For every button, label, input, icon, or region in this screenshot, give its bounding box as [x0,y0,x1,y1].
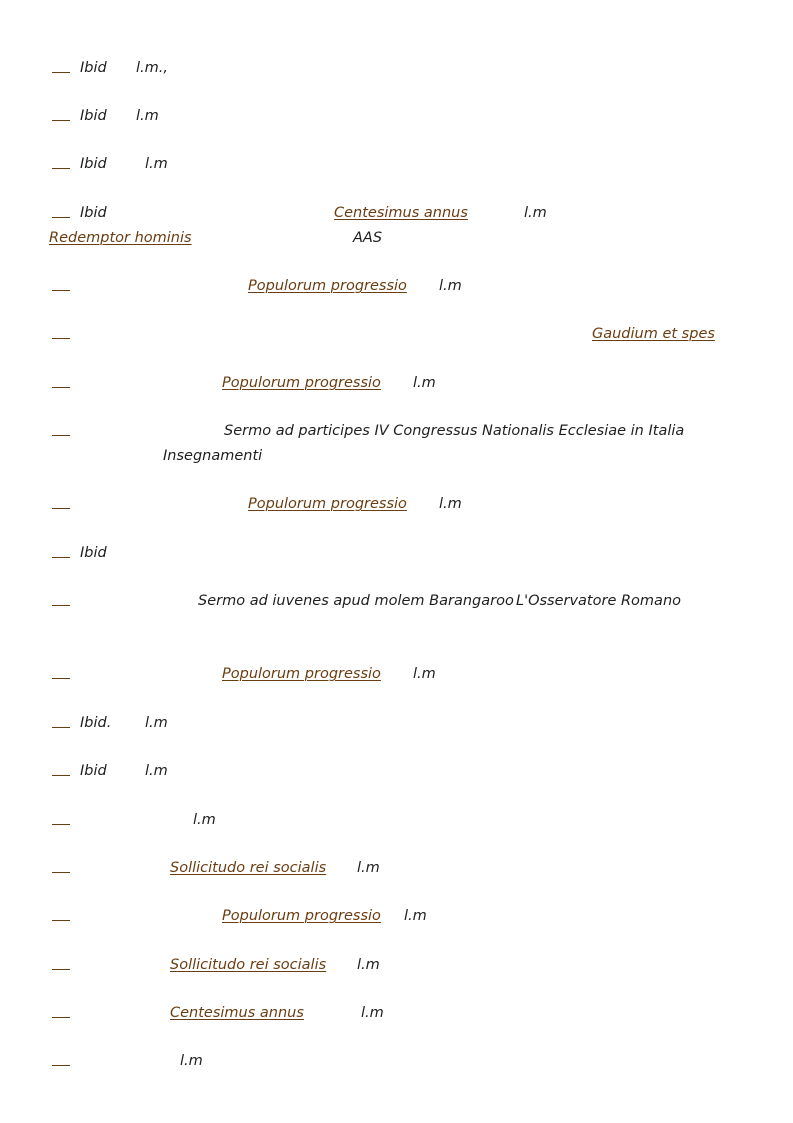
footnote-19 [0,1003,793,1023]
footnote-marker [52,906,70,921]
document-title-link[interactable]: Sollicitudo rei socialis [170,957,327,973]
ibid-text: Ibid [80,60,107,76]
locus-text: l.m [524,205,547,221]
footnote-9 [0,494,793,514]
locus-text: l.m [357,860,380,876]
document-title-link[interactable]: Gaudium et spes [592,326,715,342]
locus-text: l.m [357,957,380,973]
footnote-18 [0,955,793,975]
ibid-text: Ibid [80,156,107,172]
footnote-marker [52,955,70,970]
footnote-marker [52,591,70,606]
locus-text: l.m [145,715,168,731]
locus-text: l.m [413,375,436,391]
footnote-1 [0,58,793,78]
locus-text: l.m [404,908,427,924]
footnote-7 [0,373,793,393]
footnote-marker [52,276,70,291]
footnote-marker [52,713,70,728]
footnote-marker [52,203,70,218]
locus-text: l.m., [136,60,168,76]
footnote-4-continuation [0,228,793,248]
footnote-11 [0,591,793,611]
locus-text: l.m [145,156,168,172]
document-title-link[interactable]: Populorum progressio [222,666,381,682]
document-title-link[interactable]: Sollicitudo rei socialis [170,860,327,876]
footnote-marker [52,106,70,121]
document-title-link[interactable]: Populorum progressio [248,278,407,294]
locus-text: l.m [145,763,168,779]
footnote-4 [0,203,793,223]
ibid-text: Ibid [80,108,107,124]
footnote-8-continuation [0,446,793,466]
locus-text: l.m [180,1053,203,1069]
footnote-17 [0,906,793,926]
locus-text: l.m [193,812,216,828]
footnote-marker [52,664,70,679]
locus-text: l.m [361,1005,384,1021]
footnote-8 [0,421,793,441]
footnote-15 [0,810,793,830]
footnote-20 [0,1051,793,1071]
footnote-marker [52,494,70,509]
document-title-link[interactable]: Centesimus annus [170,1005,304,1021]
footnote-marker [52,810,70,825]
document-title-link[interactable]: Redemptor hominis [49,230,192,246]
source-text: AAS [353,230,383,246]
ibid-text: Ibid. [80,715,112,731]
footnote-marker [52,858,70,873]
ibid-text: Ibid [80,763,107,779]
footnote-marker [52,543,70,558]
footnote-marker [52,324,70,339]
footnote-10 [0,543,793,563]
footnote-marker [52,58,70,73]
footnote-6 [0,324,793,344]
document-title-link[interactable]: Populorum progressio [222,375,381,391]
footnote-5 [0,276,793,296]
ibid-text: Ibid [80,205,107,221]
footnote-12 [0,664,793,684]
locus-text: l.m [136,108,159,124]
footnote-16 [0,858,793,878]
ibid-text: Ibid [80,545,107,561]
footnote-13 [0,713,793,733]
sermon-title-text: Sermo ad iuvenes apud molem Barangaroo [198,593,514,609]
footnote-3 [0,154,793,174]
footnote-marker [52,154,70,169]
footnote-marker [52,421,70,436]
document-title-link[interactable]: Populorum progressio [222,908,381,924]
footnote-marker [52,373,70,388]
footnote-marker [52,1051,70,1066]
locus-text: l.m [439,496,462,512]
source-text: Insegnamenti [163,448,263,464]
document-title-link[interactable]: Centesimus annus [334,205,468,221]
locus-text: l.m [413,666,436,682]
document-title-link[interactable]: Populorum progressio [248,496,407,512]
footnote-marker [52,1003,70,1018]
footnote-14 [0,761,793,781]
locus-text: l.m [439,278,462,294]
source-text: L'Osservatore Romano [516,593,682,609]
footnote-marker [52,761,70,776]
footnote-2 [0,106,793,126]
sermon-title-text: Sermo ad participes IV Congressus Nationalis Ecclesiae in Italia [224,423,685,439]
